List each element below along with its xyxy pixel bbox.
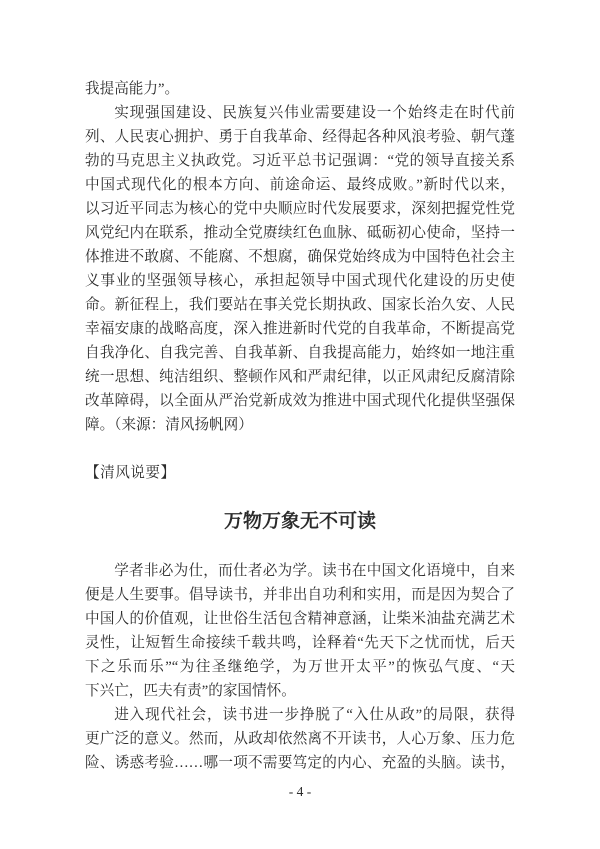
text-line: 险、诱惑考验……哪一项不需要笃定的内心、充盈的头脑。读书， [85,755,515,771]
text-line: 中国人的价值观，让世俗生活包含精神意涵，让柴米油盐充满艺术 [85,611,515,627]
text-line: 灵性，让短暂生命接续千载共鸣，诠释着“先天下之忧而忧，后天 [85,635,515,651]
text-line: 义事业的坚强领导核心，承担起领导中国式现代化建设的历史使 [85,273,515,289]
text-line: 学者非必为仕，而仕者必为学。读书在中国文化语境中，自来 [114,563,515,579]
text-line: 幸福安康的战略高度，深入推进新时代党的自我革命，不断提高党 [85,321,515,337]
text-line: 便是人生要事。倡导读书，并非出自功利和实用，而是因为契合了 [85,587,515,603]
text-line: 以习近平同志为核心的党中央顺应时代发展要求，深刻把握党性党 [85,201,515,217]
text-line: 勃的马克思主义执政党。习近平总书记强调：“党的领导直接关系 [85,153,515,169]
text-line: 体推进不敢腐、不能腐、不想腐，确保党始终成为中国特色社会主 [85,249,515,265]
text-line: 进入现代社会，读书进一步挣脱了“入仕从政”的局限，获得 [114,707,515,723]
text-line: 统一思想、纯洁组织、整顿作风和严肃纪律，以正风肃纪反腐清除 [85,369,515,385]
paragraph-party-building [85,101,515,437]
text-line: 障。（来源：清风扬帆网） [85,417,253,433]
article-title: 万物万象无不可读 [223,511,376,532]
text-line: 风党纪内在联系，推动全党赓续红色血脉、砥砺初心使命，坚持一 [85,225,515,241]
text-area [85,77,515,775]
paragraph-continuation-line: 我提高能力”。 [85,81,180,97]
text-line: 下之乐而乐”“为往圣继绝学，为万世开太平”的恢弘气度、“天 [85,659,515,675]
paragraph-modern-society [85,703,515,775]
section-header: 【清风说要】 [85,465,176,481]
text-line: 实现强国建设、民族复兴伟业需要建设一个始终走在时代前 [114,105,515,121]
text-line: 更广泛的意义。然而，从政却依然离不开读书，人心万象、压力危 [85,731,515,747]
text-line: 列、人民衷心拥护、勇于自我革命、经得起各种风浪考验、朝气蓬 [85,129,515,145]
text-line: 命。新征程上，我们要站在事关党长期执政、国家长治久安、人民 [85,297,515,313]
page-number: - 4 - [288,784,312,799]
text-line: 改革障碍，以全面从严治党新成效为推进中国式现代化提供坚强保 [85,393,515,409]
paragraph-reading-culture [85,559,515,703]
text-line: 自我净化、自我完善、自我革新、自我提高能力，始终如一地注重 [85,345,515,361]
text-line: 下兴亡，匹夫有责”的家国情怀。 [85,683,296,699]
text-line: 中国式现代化的根本方向、前途命运、最终成败。”新时代以来， [85,177,515,193]
